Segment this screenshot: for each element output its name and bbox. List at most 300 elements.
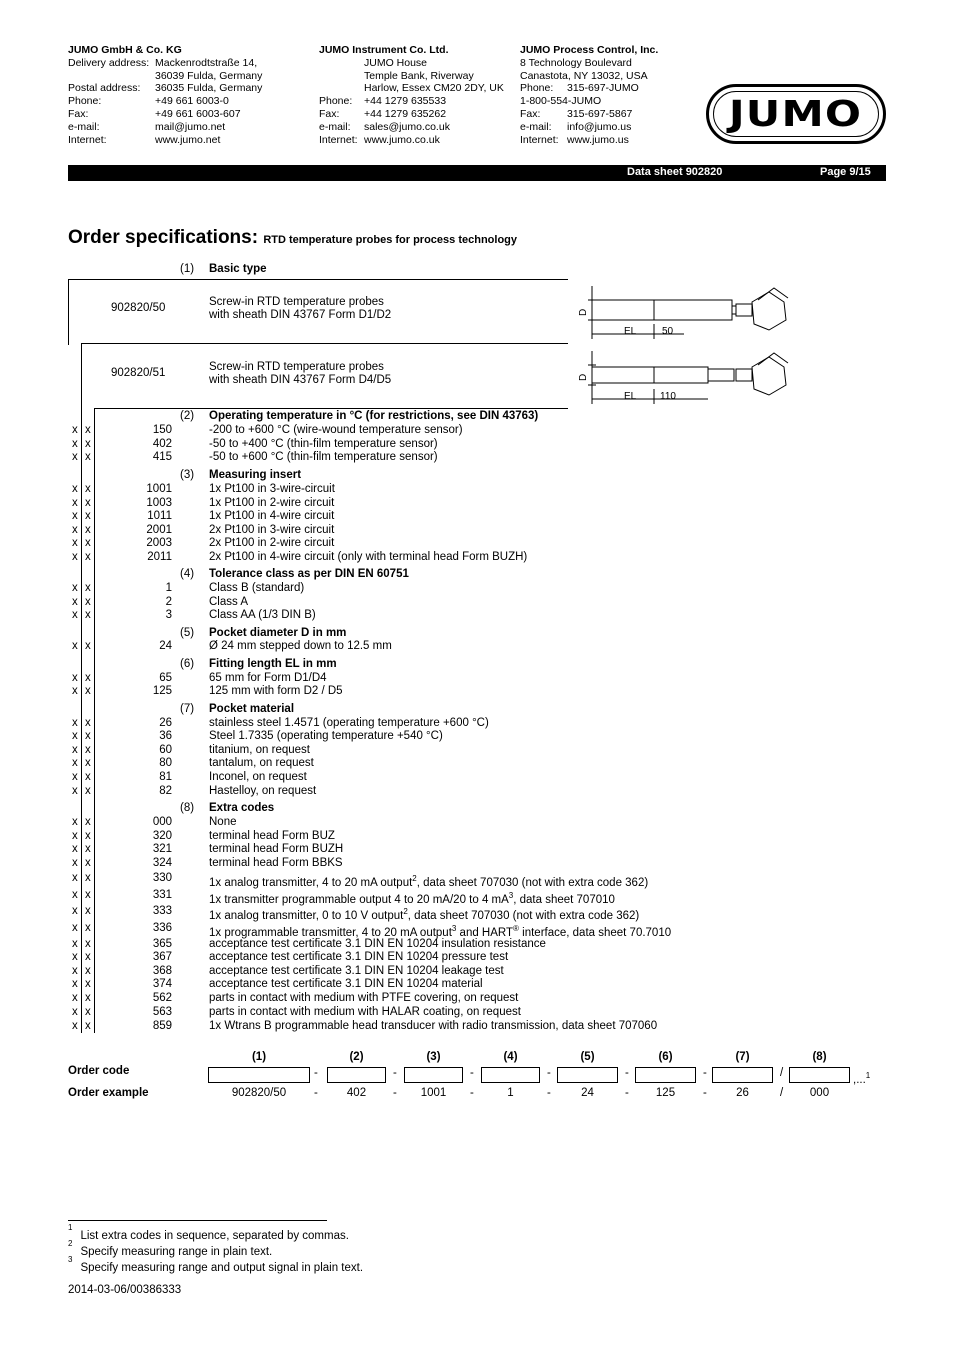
- option-code: 125: [152, 685, 172, 697]
- option-description: [209, 744, 310, 758]
- company-address-2: [319, 44, 519, 146]
- option-description: [209, 771, 307, 785]
- x-mark: x: [85, 872, 91, 884]
- section-num: (2): [180, 410, 195, 422]
- address-value: Mackenrodtstraße 14,: [155, 56, 258, 69]
- order-col-header: (3): [426, 1051, 441, 1063]
- option-code: 2003: [146, 537, 172, 549]
- option-code: 859: [152, 1020, 172, 1032]
- basic-type-desc-50-l1: Screw-in RTD temperature probes: [209, 296, 384, 308]
- option-description: [209, 1006, 521, 1020]
- order-field-5: [557, 1067, 618, 1083]
- order-code-label: Order code: [68, 1065, 130, 1077]
- option-description: [209, 672, 327, 686]
- option-description: [209, 830, 335, 844]
- address-row: [68, 95, 298, 108]
- order-example-label: Order example: [68, 1087, 149, 1099]
- x-mark: x: [85, 510, 91, 522]
- section-num: (7): [180, 703, 195, 715]
- order-separator: -: [547, 1067, 551, 1079]
- order-example-value: 902820/50: [231, 1087, 287, 1099]
- address-row: [68, 108, 298, 121]
- x-mark: x: [85, 843, 91, 855]
- desc-text: 1x Wtrans B programmable head transducer with radio transmission, data sheet 707060: [209, 1020, 658, 1032]
- address-value: 36039 Fulda, Germany: [155, 69, 263, 82]
- option-code: 1003: [146, 497, 172, 509]
- order-example-value: 1001: [420, 1087, 447, 1099]
- x-mark: x: [85, 497, 91, 509]
- option-code: 000: [152, 816, 172, 828]
- address-label: Fax:: [319, 107, 340, 120]
- x-mark: x: [85, 757, 91, 769]
- desc-text: Class B (standard): [209, 582, 305, 594]
- order-col-header: (8): [812, 1051, 827, 1063]
- section-heading: Operating temperature in °C (for restrictions, see DIN 43763): [209, 410, 539, 422]
- address-label: e-mail:: [68, 120, 100, 133]
- x-mark: x: [72, 857, 78, 869]
- x-mark: x: [72, 744, 78, 756]
- address-row: [319, 82, 519, 95]
- option-code: 65: [159, 672, 172, 684]
- option-code: 2001: [146, 524, 172, 536]
- option-description: [209, 537, 334, 551]
- order-example-value: 125: [655, 1087, 676, 1099]
- section-num: (4): [180, 568, 195, 580]
- address-value: www.jumo.us: [567, 133, 629, 146]
- option-description: [209, 730, 443, 744]
- order-example-value: 24: [581, 1087, 594, 1099]
- page-title: [68, 227, 517, 249]
- probe-drawing-d1-d2: [574, 284, 789, 344]
- logo-text: JUMO: [729, 93, 863, 135]
- x-mark: x: [85, 830, 91, 842]
- option-code: 333: [152, 905, 172, 917]
- desc-text-after: , data sheet 707030 (not with extra code 362): [407, 909, 640, 922]
- order-field-3: [404, 1067, 463, 1083]
- section-heading: Fitting length EL in mm: [209, 658, 337, 670]
- footnote-ref: 3: [508, 891, 514, 900]
- address-label: Internet:: [520, 133, 559, 146]
- option-code: 368: [152, 965, 172, 977]
- datasheet-label: Data sheet 902820: [627, 166, 723, 178]
- address-value: 8 Technology Boulevard: [520, 56, 632, 69]
- option-code: 324: [152, 857, 172, 869]
- address-value: info@jumo.us: [567, 120, 632, 133]
- desc-text-after2: interface, data sheet 70.7010: [518, 926, 672, 939]
- address-value: +44 1279 635533: [364, 95, 447, 108]
- x-mark: x: [72, 872, 78, 884]
- section-num: (8): [180, 802, 195, 814]
- option-description: [209, 451, 438, 465]
- option-description: [209, 1020, 657, 1034]
- desc-text: -50 to +400 °C (thin-film temperature sensor): [209, 438, 438, 450]
- option-code: 563: [152, 1006, 172, 1018]
- desc-text: 2x Pt100 in 4-wire circuit (only with terminal head Form BUZH): [209, 551, 528, 563]
- address-row: [520, 121, 700, 134]
- basic-type-heading: Basic type: [209, 263, 267, 275]
- desc-text: Class AA (1/3 DIN B): [209, 609, 316, 621]
- x-mark: x: [85, 905, 91, 917]
- x-mark: x: [72, 922, 78, 934]
- x-mark: x: [72, 785, 78, 797]
- address-label: Internet:: [68, 133, 107, 146]
- dim-label-d-2: D: [578, 373, 589, 381]
- order-col-header: (5): [580, 1051, 595, 1063]
- desc-text-after: , data sheet 707030 (not with extra code 362): [416, 876, 649, 889]
- desc-text: -50 to +600 °C (thin-film temperature sensor): [209, 451, 438, 463]
- desc-text: Class A: [209, 596, 248, 608]
- section-num: (3): [180, 469, 195, 481]
- option-code: 415: [152, 451, 172, 463]
- option-code: 331: [152, 889, 172, 901]
- desc-text: 1x transmitter programmable output 4 to 20 mA/20 to 4 mA: [209, 893, 509, 906]
- address-row: [520, 108, 700, 121]
- order-example-value: 1: [507, 1087, 514, 1099]
- x-mark: x: [85, 424, 91, 436]
- option-description: [209, 717, 489, 731]
- desc-text: acceptance test certificate 3.1 DIN EN 10204 leakage test: [209, 965, 504, 977]
- address-label: Internet:: [319, 133, 358, 146]
- order-separator: -: [470, 1067, 474, 1079]
- option-description: [209, 785, 316, 799]
- x-mark: x: [72, 951, 78, 963]
- x-mark: x: [85, 889, 91, 901]
- jumo-logo: [706, 84, 886, 144]
- address-value: +49 661 6003-0: [155, 95, 229, 108]
- x-mark: x: [85, 965, 91, 977]
- order-col-header: (4): [503, 1051, 518, 1063]
- x-mark: x: [72, 497, 78, 509]
- desc-text: Inconel, on request: [209, 771, 307, 783]
- desc-text: None: [209, 816, 237, 828]
- x-mark: x: [72, 596, 78, 608]
- trailer-footnote-ref: 1: [865, 1071, 871, 1080]
- option-code: 81: [159, 771, 172, 783]
- address-value: 315-697-JUMO: [567, 82, 639, 95]
- order-separator: -: [547, 1087, 551, 1099]
- x-mark: x: [72, 717, 78, 729]
- order-col-header: (2): [349, 1051, 364, 1063]
- option-code: 36: [159, 730, 172, 742]
- desc-text: Steel 1.7335 (operating temperature +540 °C): [209, 730, 443, 742]
- dim-label-el: EL: [624, 326, 637, 337]
- option-description: [209, 510, 334, 524]
- desc-text: parts in contact with medium with PTFE covering, on request: [209, 992, 519, 1004]
- option-code: 24: [159, 640, 172, 652]
- x-mark: x: [85, 951, 91, 963]
- address-label: Fax:: [68, 107, 89, 120]
- x-mark: x: [72, 640, 78, 652]
- address-value: +49 661 6003-607: [155, 107, 241, 120]
- order-col-header: (7): [735, 1051, 750, 1063]
- x-mark: x: [72, 889, 78, 901]
- order-example-value: 26: [736, 1087, 749, 1099]
- dim-label-d: D: [578, 308, 589, 316]
- desc-text: acceptance test certificate 3.1 DIN EN 10204 insulation resistance: [209, 938, 546, 950]
- desc-text: acceptance test certificate 3.1 DIN EN 10204 pressure test: [209, 951, 509, 963]
- x-mark: x: [72, 992, 78, 1004]
- option-description: [209, 685, 343, 699]
- address-row: [520, 95, 700, 108]
- x-mark: x: [72, 438, 78, 450]
- title-main: Order specifications:: [68, 227, 259, 248]
- desc-text: 1x Pt100 in 3-wire-circuit: [209, 483, 335, 495]
- basic-type-desc-50-l2: with sheath DIN 43767 Form D1/D2: [209, 309, 392, 321]
- option-code: 320: [152, 830, 172, 842]
- x-mark: x: [85, 992, 91, 1004]
- address-label: Phone:: [319, 95, 353, 108]
- desc-text: tantalum, on request: [209, 757, 314, 769]
- order-separator: /: [780, 1067, 784, 1079]
- x-mark: x: [85, 451, 91, 463]
- x-mark: x: [85, 596, 91, 608]
- order-field-4: [481, 1067, 540, 1083]
- address-value: 315-697-5867: [567, 107, 633, 120]
- address-row: [319, 134, 519, 147]
- x-mark: x: [85, 551, 91, 563]
- basic-type-num: (1): [180, 263, 195, 275]
- address-label: e-mail:: [520, 120, 552, 133]
- section-heading: Pocket diameter D in mm: [209, 627, 347, 639]
- address-row: [319, 108, 519, 121]
- address-label: Phone:: [68, 95, 102, 108]
- trailer-text: ,...: [853, 1073, 866, 1086]
- footnote-1: $^1$List extra codes in sequence, separated by commas.: [68, 1223, 349, 1242]
- desc-text: 1x Pt100 in 2-wire circuit: [209, 497, 335, 509]
- x-mark: x: [85, 922, 91, 934]
- x-mark: x: [85, 1006, 91, 1018]
- option-description: [209, 857, 343, 871]
- company-name: JUMO Process Control, Inc.: [520, 44, 659, 56]
- address-value: www.jumo.co.uk: [364, 133, 440, 146]
- address-row: [319, 121, 519, 134]
- desc-text: 65 mm for Form D1/D4: [209, 672, 327, 684]
- address-row: [319, 95, 519, 108]
- dim-label-50: 50: [662, 326, 674, 337]
- x-mark: x: [85, 771, 91, 783]
- address-label: Delivery address:: [68, 56, 150, 69]
- basic-type-code-50: 902820/50: [111, 302, 166, 314]
- x-mark: x: [72, 730, 78, 742]
- address-row: [319, 57, 519, 70]
- x-mark: x: [72, 685, 78, 697]
- footnote-ref: 3: [451, 924, 457, 933]
- x-mark: x: [72, 1006, 78, 1018]
- option-description: [209, 609, 316, 623]
- order-separator: /: [780, 1087, 784, 1099]
- address-row: [68, 70, 298, 83]
- address-value: 1-800-554-JUMO: [520, 95, 602, 108]
- option-description: [209, 816, 237, 830]
- address-value: Harlow, Essex CM20 2DY, UK: [364, 82, 504, 95]
- option-code: 367: [152, 951, 172, 963]
- option-code: 2011: [147, 551, 172, 563]
- order-separator: -: [314, 1087, 318, 1099]
- x-mark: x: [85, 537, 91, 549]
- x-mark: x: [72, 551, 78, 563]
- x-mark: x: [85, 672, 91, 684]
- option-code: 336: [152, 922, 172, 934]
- x-mark: x: [72, 843, 78, 855]
- order-field-1: [208, 1067, 310, 1083]
- desc-text: Ø 24 mm stepped down to 12.5 mm: [209, 640, 392, 652]
- option-code: 374: [152, 978, 172, 990]
- section-heading: Extra codes: [209, 802, 275, 814]
- x-mark: x: [72, 582, 78, 594]
- x-mark: x: [85, 717, 91, 729]
- x-mark: x: [72, 483, 78, 495]
- x-mark: x: [72, 537, 78, 549]
- registered-mark: ®: [513, 924, 519, 933]
- option-description: [209, 438, 438, 452]
- x-mark: x: [72, 938, 78, 950]
- option-code: 321: [152, 843, 172, 855]
- address-row: [520, 82, 700, 95]
- option-code: 330: [152, 872, 172, 884]
- order-separator: -: [393, 1067, 397, 1079]
- x-mark: x: [72, 451, 78, 463]
- page-label: Page 9/15: [820, 166, 871, 178]
- dim-label-el-2: EL: [624, 391, 637, 402]
- probe-drawing-d4-d5: [574, 349, 789, 409]
- basic-type-desc-51-l2: with sheath DIN 43767 Form D4/D5: [209, 374, 392, 386]
- x-mark: x: [85, 938, 91, 950]
- x-mark: x: [85, 1020, 91, 1032]
- section-num: (6): [180, 658, 195, 670]
- desc-text: 1x analog transmitter, 0 to 10 V output: [209, 909, 404, 922]
- x-mark: x: [72, 1020, 78, 1032]
- order-trailer: [853, 1069, 870, 1087]
- option-code: 26: [159, 717, 172, 729]
- option-description: [209, 843, 343, 857]
- order-separator: -: [470, 1087, 474, 1099]
- address-value: +44 1279 635262: [364, 107, 447, 120]
- address-row: [520, 57, 700, 70]
- footnote-3: $^3$Specify measuring range and output signal in plain text.: [68, 1255, 364, 1274]
- footnote-2: $^2$Specify measuring range in plain text.: [68, 1239, 273, 1258]
- desc-text: 1x Pt100 in 4-wire circuit: [209, 510, 335, 522]
- option-code: 80: [159, 757, 172, 769]
- datasheet-bar: [68, 165, 886, 181]
- x-mark: x: [85, 785, 91, 797]
- option-description: [209, 640, 392, 654]
- order-example-value: 402: [346, 1087, 367, 1099]
- option-description: [209, 596, 248, 610]
- option-description: [209, 872, 648, 890]
- option-code: 60: [159, 744, 172, 756]
- x-mark: x: [72, 510, 78, 522]
- x-mark: x: [72, 524, 78, 536]
- x-mark: x: [72, 609, 78, 621]
- x-mark: x: [72, 757, 78, 769]
- option-description: [209, 497, 334, 511]
- desc-text: titanium, on request: [209, 744, 311, 756]
- option-code: 1: [165, 582, 172, 594]
- x-mark: x: [85, 857, 91, 869]
- option-description: [209, 951, 508, 965]
- company-name: JUMO Instrument Co. Ltd.: [319, 44, 449, 56]
- address-label: Fax:: [520, 107, 541, 120]
- desc-text-after: and HART: [456, 926, 514, 939]
- option-description: [209, 905, 639, 923]
- dim-label-110: 110: [660, 391, 676, 402]
- order-separator: -: [314, 1067, 318, 1079]
- address-value: 36035 Fulda, Germany: [155, 82, 263, 95]
- address-row: [319, 70, 519, 83]
- x-mark: x: [85, 609, 91, 621]
- option-description: [209, 965, 504, 979]
- option-description: [209, 992, 518, 1006]
- x-mark: x: [85, 730, 91, 742]
- option-code: 1011: [147, 510, 172, 522]
- option-code: 82: [159, 785, 172, 797]
- x-mark: x: [72, 672, 78, 684]
- address-row: [68, 134, 298, 147]
- address-row: [68, 57, 298, 70]
- desc-text: Hastelloy, on request: [209, 785, 317, 797]
- option-description: [209, 582, 304, 596]
- address-row: [520, 134, 700, 147]
- basic-type-desc-51-l1: Screw-in RTD temperature probes: [209, 361, 384, 373]
- option-description: [209, 524, 334, 538]
- order-field-7: [712, 1067, 773, 1083]
- x-mark: x: [85, 438, 91, 450]
- x-mark: x: [72, 771, 78, 783]
- desc-text: 2x Pt100 in 3-wire circuit: [209, 524, 335, 536]
- option-code: 562: [152, 992, 172, 1004]
- desc-text: terminal head Form BUZ: [209, 830, 335, 842]
- title-sub: RTD temperature probes for process technology: [263, 234, 518, 246]
- option-description: [209, 424, 463, 438]
- option-description: [209, 757, 314, 771]
- company-name: JUMO GmbH & Co. KG: [68, 44, 182, 56]
- desc-text: terminal head Form BUZH: [209, 843, 344, 855]
- x-mark: x: [72, 830, 78, 842]
- x-mark: x: [85, 978, 91, 990]
- section-heading: Measuring insert: [209, 469, 302, 481]
- footnote-ref: 2: [412, 874, 417, 883]
- desc-text: parts in contact with medium with HALAR coating, on request: [209, 1006, 521, 1018]
- x-mark: x: [85, 582, 91, 594]
- option-description: [209, 483, 335, 497]
- address-value: mail@jumo.net: [155, 120, 226, 133]
- address-value: sales@jumo.co.uk: [364, 120, 450, 133]
- desc-text: 125 mm with form D2 / D5: [209, 685, 343, 697]
- option-description: [209, 938, 546, 952]
- section-num: (5): [180, 627, 195, 639]
- x-mark: x: [85, 685, 91, 697]
- option-description: [209, 551, 527, 565]
- address-label: Phone:: [520, 82, 554, 95]
- company-address-1: [68, 44, 298, 146]
- order-separator: -: [625, 1087, 629, 1099]
- desc-text-after: , data sheet 707010: [513, 893, 615, 906]
- x-mark: x: [72, 978, 78, 990]
- order-separator: -: [393, 1087, 397, 1099]
- desc-text: 2x Pt100 in 2-wire circuit: [209, 537, 335, 549]
- basic-type-code-51: 902820/51: [111, 367, 166, 379]
- address-label: e-mail:: [319, 120, 351, 133]
- x-mark: x: [72, 816, 78, 828]
- x-mark: x: [85, 483, 91, 495]
- order-col-header: (6): [658, 1051, 673, 1063]
- desc-text: -200 to +600 °C (wire-wound temperature sensor): [209, 424, 463, 436]
- section-heading: Pocket material: [209, 703, 295, 715]
- x-mark: x: [72, 424, 78, 436]
- order-field-6: [635, 1067, 696, 1083]
- address-value: www.jumo.net: [155, 133, 221, 146]
- option-code: 402: [152, 438, 172, 450]
